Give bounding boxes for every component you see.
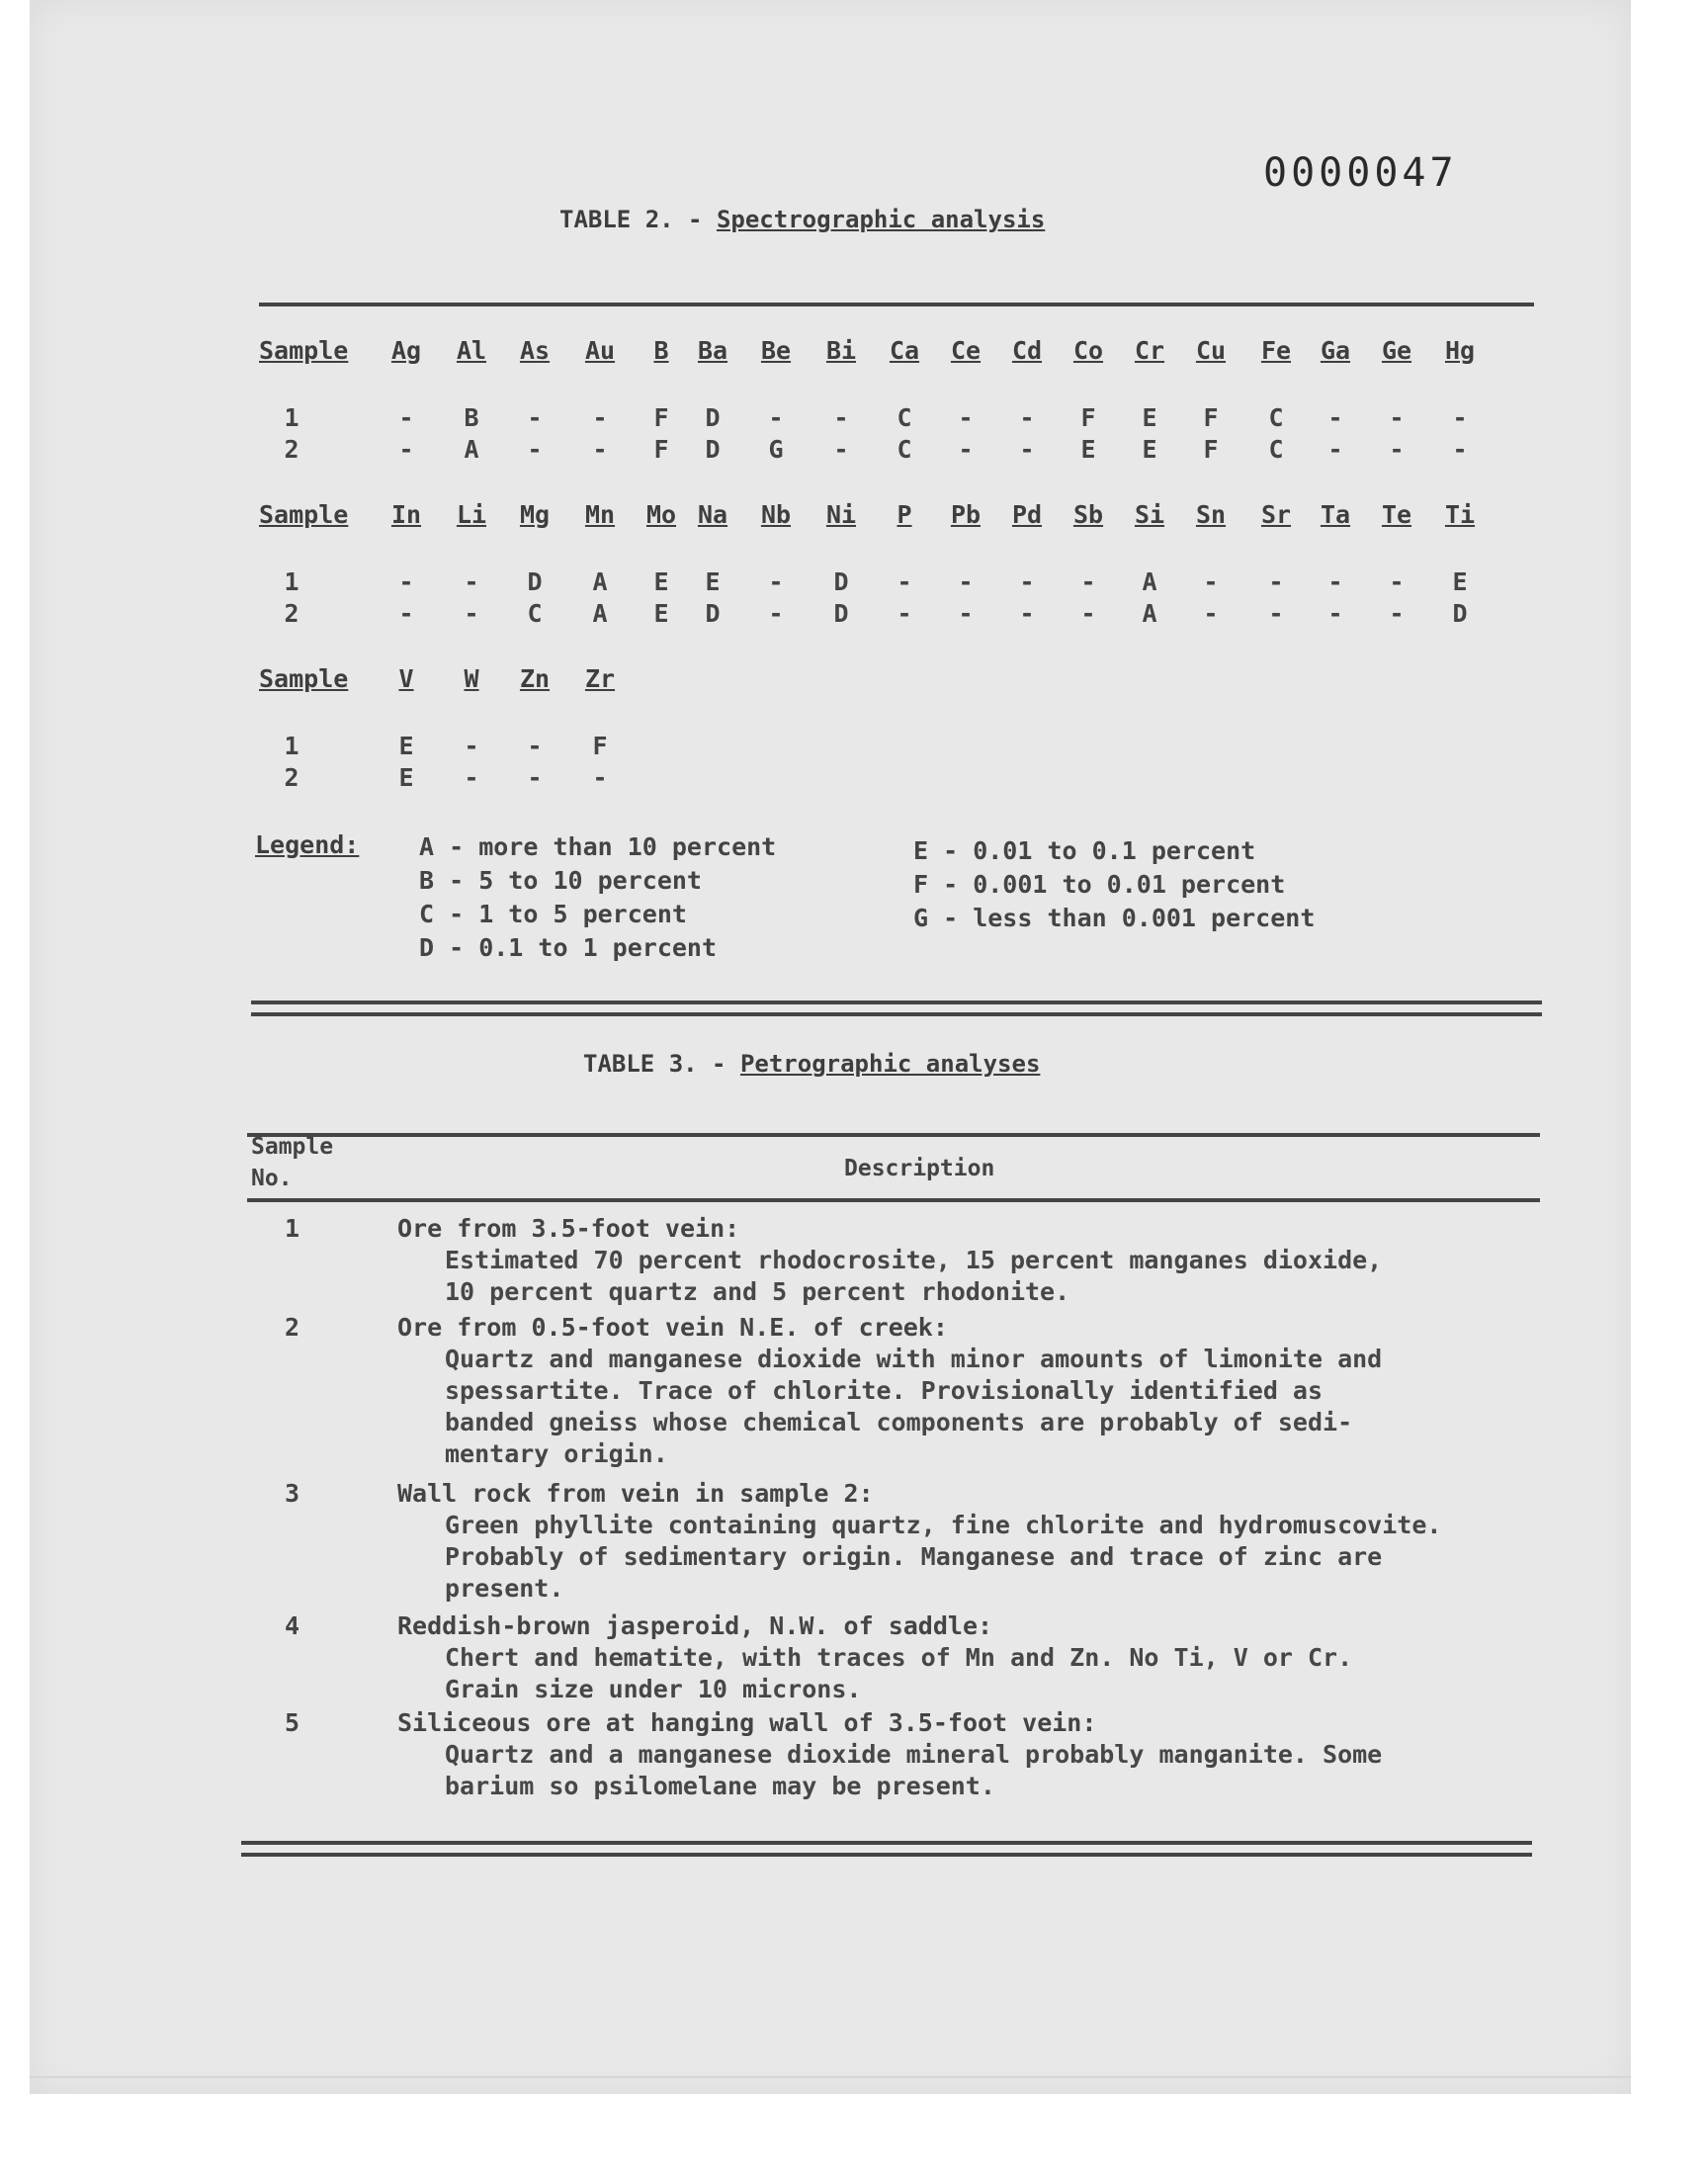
concentration-cell: - [768,599,784,628]
concentration-cell: - [768,403,784,432]
concentration-cell: - [527,732,543,760]
element-column-header: Nb [760,500,792,529]
concentration-cell: - [1389,403,1405,432]
table2-caption [559,206,1045,233]
sample-number-cell: 1 [284,403,299,432]
sample-number-cell: 2 [284,435,299,464]
concentration-cell: - [768,567,784,596]
concentration-cell: F [1203,435,1219,464]
element-column-header: Ce [950,336,982,365]
sample-number: 3 [285,1479,300,1508]
element-column-header: Cr [1134,336,1165,365]
concentration-cell: D [833,599,849,628]
concentration-cell: E [1080,435,1096,464]
concentration-cell: - [527,435,543,464]
concentration-cell: - [592,403,608,432]
concentration-cell: - [958,403,974,432]
element-column-header: Hg [1444,336,1476,365]
element-column-header: Mo [645,500,677,529]
concentration-cell: E [398,763,414,792]
concentration-cell: C [1268,435,1284,464]
concentration-cell: - [1080,599,1096,628]
legend-item: A - more than 10 percent [419,832,777,861]
concentration-cell: - [1019,599,1035,628]
sample-title: Ore from 3.5-foot vein: [397,1214,740,1243]
concentration-cell: - [1452,435,1468,464]
element-column-header: Ti [1444,500,1476,529]
element-column-header: V [398,664,414,693]
sample-column-header: Sample [259,664,349,693]
sample-title: Reddish-brown jasperoid, N.W. of saddle: [397,1611,993,1640]
element-column-header: Ag [390,336,422,365]
element-column-header: Si [1134,500,1165,529]
table3-sample-header: Sample No. [251,1134,334,1191]
description-line: barium so psilomelane may be present. [445,1772,995,1800]
element-column-header: Zn [519,664,551,693]
legend-title: Legend: [255,830,360,859]
concentration-cell: - [1203,599,1219,628]
element-column-header: Ba [697,336,728,365]
concentration-cell: - [398,599,414,628]
table3-caption [583,1050,1040,1078]
concentration-cell: - [833,403,849,432]
sample-title: Siliceous ore at hanging wall of 3.5-foot vein: [397,1708,1097,1737]
legend-item: D - 0.1 to 1 percent [419,933,718,962]
element-column-header: Li [456,500,487,529]
sample-column-header: Sample [259,336,349,365]
element-column-header: Sb [1072,500,1104,529]
element-column-header: Pd [1011,500,1043,529]
concentration-cell: F [1203,403,1219,432]
concentration-cell: G [768,435,784,464]
concentration-cell: - [1019,435,1035,464]
table2-label: TABLE 2. - [559,206,717,233]
description-line: Quartz and manganese dioxide with minor amounts of limonite and [445,1345,1383,1373]
description-line: mentary origin. [445,1439,668,1468]
table3-description-header: Description [844,1156,995,1181]
element-column-header: P [897,500,912,529]
element-column-header: Pb [950,500,982,529]
description-line: Probably of sedimentary origin. Manganese and trace of zinc are [445,1542,1383,1571]
concentration-cell: - [897,599,912,628]
concentration-cell: A [592,567,608,596]
element-column-header: Co [1072,336,1104,365]
concentration-cell: - [1019,567,1035,596]
description-line: spessartite. Trace of chlorite. Provisionally identified as [445,1376,1324,1405]
concentration-cell: - [527,763,543,792]
concentration-cell: - [464,732,479,760]
concentration-cell: - [527,403,543,432]
concentration-cell: D [705,403,721,432]
concentration-cell: E [653,599,669,628]
concentration-cell: - [464,599,479,628]
sample-number: 4 [285,1611,300,1640]
concentration-cell: F [592,732,608,760]
element-column-header: Te [1381,500,1412,529]
concentration-cell: - [1327,599,1343,628]
element-column-header: Bi [825,336,857,365]
concentration-cell: F [653,435,669,464]
element-column-header: Ca [889,336,920,365]
element-column-header: Al [456,336,487,365]
concentration-cell: - [1327,403,1343,432]
concentration-cell: - [1389,599,1405,628]
legend-item: B - 5 to 10 percent [419,866,702,895]
concentration-cell: - [1327,435,1343,464]
concentration-cell: - [958,567,974,596]
element-column-header: Ni [825,500,857,529]
concentration-cell: - [1389,435,1405,464]
element-column-header: Be [760,336,792,365]
table3-title: Petrographic analyses [739,1050,1041,1078]
element-column-header: Cd [1011,336,1043,365]
table2-top-rule [259,303,1534,306]
concentration-cell: A [464,435,479,464]
concentration-cell: - [592,763,608,792]
description-line: banded gneiss whose chemical components are probably of sedi- [445,1408,1353,1436]
table2-bottom-rule-2 [251,1012,1542,1016]
concentration-cell: C [897,403,912,432]
description-line: 10 percent quartz and 5 percent rhodonite. [445,1277,1070,1306]
concentration-cell: E [653,567,669,596]
table2-title: Spectrographic analysis [716,206,1046,233]
element-column-header: B [653,336,669,365]
description-line: Grain size under 10 microns. [445,1675,862,1703]
concentration-cell: E [1142,435,1157,464]
element-column-header: Ta [1320,500,1351,529]
concentration-cell: A [1142,599,1157,628]
legend-item: F - 0.001 to 0.01 percent [913,870,1286,899]
concentration-cell: - [398,435,414,464]
element-column-header: Mn [584,500,616,529]
sample-title: Ore from 0.5-foot vein N.E. of creek: [397,1313,948,1342]
element-column-header: Mg [519,500,551,529]
concentration-cell: - [897,567,912,596]
element-column-header: Sr [1260,500,1292,529]
concentration-cell: C [897,435,912,464]
concentration-cell: F [653,403,669,432]
concentration-cell: - [464,763,479,792]
concentration-cell: - [1327,567,1343,596]
concentration-cell: D [833,567,849,596]
description-line: Chert and hematite, with traces of Mn and Zn. No Ti, V or Cr. [445,1643,1353,1672]
concentration-cell: B [464,403,479,432]
element-column-header: In [390,500,422,529]
concentration-cell: - [958,435,974,464]
concentration-cell: - [958,599,974,628]
concentration-cell: F [1080,403,1096,432]
element-column-header: As [519,336,551,365]
concentration-cell: - [1019,403,1035,432]
element-column-header: Sn [1195,500,1227,529]
legend-item: C - 1 to 5 percent [419,900,687,928]
table3-bottom-rule-1 [241,1841,1532,1845]
concentration-cell: E [705,567,721,596]
sample-number-cell: 1 [284,732,299,760]
concentration-cell: D [1452,599,1468,628]
table3-label: TABLE 3. - [583,1050,740,1078]
concentration-cell: - [1268,599,1284,628]
sample-number-cell: 2 [284,763,299,792]
concentration-cell: A [592,599,608,628]
table2-bottom-rule-1 [251,1000,1542,1004]
concentration-cell: - [1389,567,1405,596]
sample-number-cell: 1 [284,567,299,596]
concentration-cell: - [398,403,414,432]
concentration-cell: D [705,435,721,464]
concentration-cell: E [398,732,414,760]
sample-number: 2 [285,1313,300,1342]
sample-number: 1 [285,1214,300,1243]
sample-number-cell: 2 [284,599,299,628]
concentration-cell: D [705,599,721,628]
table3-top-rule [247,1133,1540,1137]
concentration-cell: - [398,567,414,596]
element-column-header: Au [584,336,616,365]
sample-number: 5 [285,1708,300,1737]
concentration-cell: - [464,567,479,596]
concentration-cell: E [1452,567,1468,596]
description-line: Estimated 70 percent rhodocrosite, 15 percent manganes dioxide, [445,1246,1383,1274]
concentration-cell: C [1268,403,1284,432]
concentration-cell: - [1203,567,1219,596]
element-column-header: Na [697,500,728,529]
document-number: 0000047 [1263,150,1458,196]
concentration-cell: D [527,567,543,596]
element-column-header: W [464,664,479,693]
sample-column-header: Sample [259,500,349,529]
element-column-header: Cu [1195,336,1227,365]
concentration-cell: A [1142,567,1157,596]
concentration-cell: - [1268,567,1284,596]
legend-item: G - less than 0.001 percent [913,904,1316,932]
description-line: Quartz and a manganese dioxide mineral probably manganite. Some [445,1740,1383,1769]
table3-bottom-rule-2 [241,1853,1532,1857]
table3-header-rule [247,1198,1540,1202]
sample-title: Wall rock from vein in sample 2: [397,1479,874,1508]
element-column-header: Ga [1320,336,1351,365]
description-line: Green phyllite containing quartz, fine chlorite and hydromuscovite. [445,1511,1442,1539]
page-fold [30,2076,1631,2078]
concentration-cell: - [1452,403,1468,432]
element-column-header: Fe [1260,336,1292,365]
element-column-header: Zr [584,664,616,693]
concentration-cell: - [833,435,849,464]
concentration-cell: C [527,599,543,628]
concentration-cell: E [1142,403,1157,432]
concentration-cell: - [592,435,608,464]
concentration-cell: - [1080,567,1096,596]
description-line: present. [445,1574,564,1603]
legend-item: E - 0.01 to 0.1 percent [913,836,1256,865]
element-column-header: Ge [1381,336,1412,365]
